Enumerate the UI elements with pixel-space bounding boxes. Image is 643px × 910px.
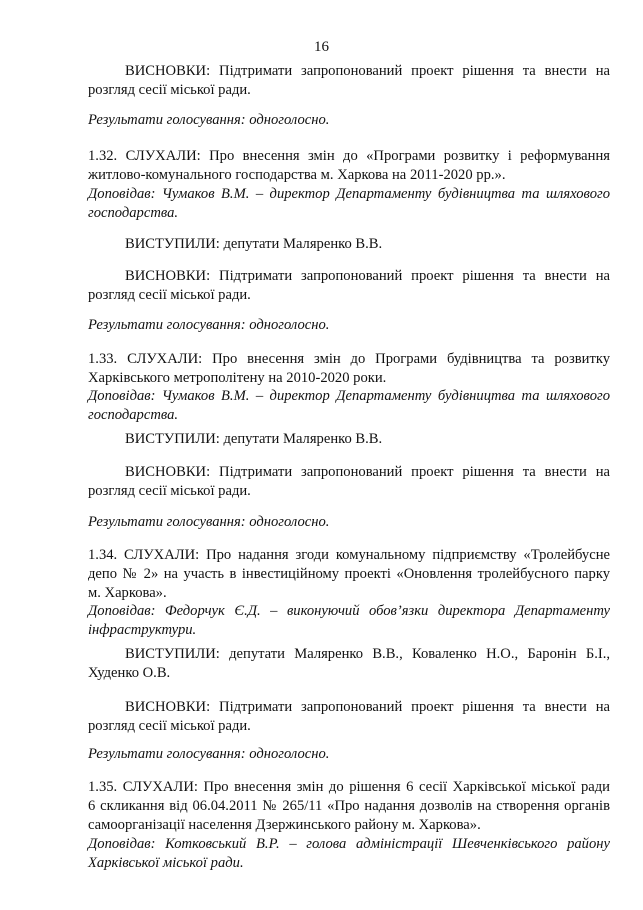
heard-paragraph	[88, 546, 610, 603]
heard-text-line: депо № 2» на участь в інвестиційному проекті «Оновлення тролейбусного парку	[88, 566, 610, 582]
heard-text-line: Харківського метрополітену на 2010-2020 роки.	[88, 370, 387, 386]
voting-result: Результати голосування: одноголосно.	[88, 317, 330, 333]
heard-text-line: 1.32. СЛУХАЛИ: Про внесення змін до «Програми розвитку і реформування	[88, 148, 610, 164]
conclusion-text-line: ВИСНОВКИ: Підтримати запропонований проект рішення та внести на	[125, 268, 610, 284]
spoke-paragraph	[88, 645, 610, 664]
speaker-paragraph	[88, 185, 610, 223]
voting-result: Результати голосування: одноголосно.	[88, 514, 330, 530]
conclusion-paragraph	[88, 698, 610, 717]
conclusion-paragraph-cont	[88, 81, 610, 100]
speaker-text-line: Доповідав: Чумаков В.М. – директор Департаменту будівництва та шляхового	[88, 186, 610, 202]
speaker-text-line: Харківської міської ради.	[88, 855, 244, 871]
conclusion-text-line: ВИСНОВКИ: Підтримати запропонований проект рішення та внести на	[125, 699, 610, 715]
heard-text-line: 1.35. СЛУХАЛИ: Про внесення змін до рішення 6 сесії Харківської міської ради	[88, 779, 610, 795]
heard-text-line: м. Харкова».	[88, 585, 167, 601]
conclusion-paragraph-cont	[88, 717, 610, 736]
speaker-text-line: Доповідав: Чумаков В.М. – директор Департаменту будівництва та шляхового	[88, 388, 610, 404]
conclusion-text-line: ВИСНОВКИ: Підтримати запропонований проект рішення та внести на	[125, 464, 610, 480]
conclusion-paragraph-cont	[88, 482, 610, 501]
conclusion-paragraph	[88, 267, 610, 286]
page-number: 16	[314, 39, 329, 55]
spoke-text-line: ВИСТУПИЛИ: депутати Маляренко В.В., Коваленко Н.О., Баронін Б.І.,	[125, 646, 610, 662]
voting-result: Результати голосування: одноголосно.	[88, 112, 330, 128]
conclusion-paragraph	[88, 62, 610, 81]
heard-text-line: 1.34. СЛУХАЛИ: Про надання згоди комунальному підприємству «Тролейбусне	[88, 547, 610, 563]
spoke-paragraph-cont	[88, 664, 610, 683]
voting-result: Результати голосування: одноголосно.	[88, 746, 330, 762]
speaker-text-line: Доповідав: Федорчук Є.Д. – виконуючий обов’язки директора Департаменту	[88, 603, 610, 619]
speaker-text-line: Доповідав: Котковський В.Р. – голова адміністрації Шевченківського району	[88, 836, 610, 852]
heard-paragraph	[88, 778, 610, 835]
conclusion-paragraph-cont	[88, 286, 610, 305]
speaker-paragraph	[88, 835, 610, 873]
heard-paragraph	[88, 147, 610, 185]
heard-text-line: 6 скликання від 06.04.2011 № 265/11 «Про надання дозволів на створення органів	[88, 798, 610, 814]
heard-text-line: житлово-комунального господарства м. Харкова на 2011-2020 рр.».	[88, 167, 506, 183]
spoke-text-line: Худенко О.В.	[88, 665, 171, 681]
conclusion-text-line: ВИСНОВКИ: Підтримати запропонований проект рішення та внести на	[125, 63, 610, 79]
speaker-text-line: господарства.	[88, 407, 179, 423]
conclusion-text-line: розгляд сесії міської ради.	[88, 82, 251, 98]
heard-text-line: самоорганізації населення Дзержинського району м. Харкова».	[88, 817, 481, 833]
conclusion-text-line: розгляд сесії міської ради.	[88, 287, 251, 303]
conclusion-paragraph	[88, 463, 610, 482]
conclusion-text-line: розгляд сесії міської ради.	[88, 718, 251, 734]
heard-text-line: 1.33. СЛУХАЛИ: Про внесення змін до Програми будівництва та розвитку	[88, 351, 610, 367]
speaker-text-line: господарства.	[88, 205, 179, 221]
speaker-text-line: інфраструктури.	[88, 622, 197, 638]
speaker-paragraph	[88, 387, 610, 425]
heard-paragraph	[88, 350, 610, 388]
conclusion-text-line: розгляд сесії міської ради.	[88, 483, 251, 499]
spoke-paragraph: ВИСТУПИЛИ: депутати Маляренко В.В.	[125, 431, 383, 447]
spoke-paragraph: ВИСТУПИЛИ: депутати Маляренко В.В.	[125, 236, 383, 252]
speaker-paragraph	[88, 602, 610, 640]
